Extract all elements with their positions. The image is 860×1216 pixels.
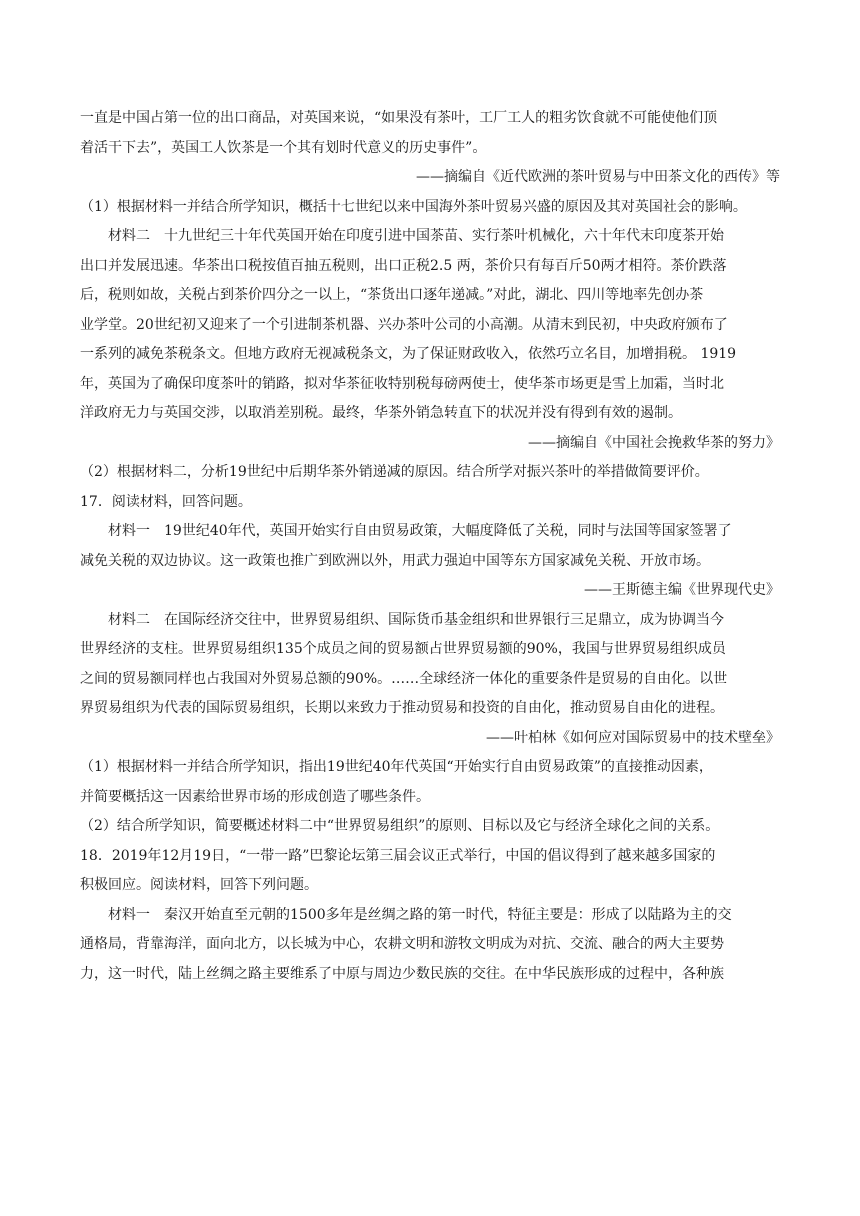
- text-line: 业学堂。20世纪初又迎来了一个引进制茶机器、兴办茶叶公司的小高潮。从清末到民初，中央政府颁布了: [80, 316, 728, 333]
- source-citation: ——摘编自《近代欧洲的茶叶贸易与中田茶文化的西传》等: [416, 169, 780, 185]
- text-line: 材料一 秦汉开始直至元朝的1500多年是丝绸之路的第一时代，特征主要是：形成了以陆路为主的交: [108, 906, 732, 923]
- text-line: 通格局，背靠海洋，面向北方，以长城为中心，农耕文明和游牧文明成为对抗、交流、融合的两大主要势: [80, 936, 724, 952]
- text-line: 并简要概括这一因素给世界市场的形成创造了哪些条件。: [80, 788, 430, 805]
- text-line: 着活干下去”，英国工人饮茶是一个其有划时代意义的历史事件”。: [80, 139, 487, 156]
- text-line: 后，税则如故，关税占到茶价四分之一以上，“茶货出口逐年递减。”对此，湖北、四川等地率先创办茶: [80, 287, 704, 303]
- text-line: 洋政府无力与英国交涉，以取消差别税。最终，华茶外销急转直下的状况并没有得到有效的遏制。: [80, 405, 682, 421]
- text-line: 一直是中国占第一位的出口商品，对英国来说，“如果没有茶叶，工厂工人的粗劣饮食就不可能使他们顶: [80, 110, 718, 126]
- text-line: 18．2019年12月19日，“一带一路”巴黎论坛第三届会议正式举行，中国的倡议得到了越来越多国家的: [80, 847, 716, 864]
- text-line: 17．阅读材料，回答问题。: [80, 493, 252, 510]
- source-citation: ——摘编自《中国社会挽救华茶的努力》: [528, 434, 780, 451]
- text-line: 减免关税的双边协议。这一政策也推广到欧洲以外，用武力强迫中国等东方国家减免关税、开放市场。: [80, 552, 710, 569]
- text-line: 力，这一时代，陆上丝绸之路主要维系了中原与周边少数民族的交往。在中华民族形成的过程中，各种族: [80, 965, 724, 982]
- text-line: （2）根据材料二，分析19世纪中后期华茶外销递减的原因。结合所学对振兴茶叶的举措做简要评价。: [80, 464, 709, 480]
- text-line: （1）根据材料一并结合所学知识，概括十七世纪以来中国海外茶叶贸易兴盛的原因及其对英国社会的影响。: [80, 198, 747, 215]
- source-citation: ——叶柏林《如何应对国际贸易中的技术壁垒》: [486, 729, 780, 746]
- text-line: 积极回应。阅读材料，回答下列问题。: [80, 877, 318, 893]
- text-line: 世界经济的支柱。世界贸易组织135个成员之间的贸易额占世界贸易额的90%，我国与世界贸易组织成员: [80, 641, 726, 657]
- text-line: 之间的贸易额同样也占我国对外贸易总额的90%。……全球经济一体化的重要条件是贸易的自由化。以世: [80, 670, 728, 687]
- text-line: 出口并发展迅速。华茶出口税按值百抽五税则，出口正税2.5 两，茶价只有每百斤50两才相符。茶价跌落: [80, 257, 727, 274]
- text-line: 材料一 19世纪40年代，英国开始实行自由贸易政策，大幅度降低了关税，同时与法国等国家签署了: [108, 523, 732, 539]
- source-citation: ——王斯德主编《世界现代史》: [584, 582, 780, 598]
- text-line: （2）结合所学知识，简要概述材料二中“世界贸易组织”的原则、目标以及它与经济全球化之间的关系。: [80, 818, 720, 834]
- text-line: 界贸易组织为代表的国际贸易组织，长期以来致力于推动贸易和投资的自由化，推动贸易自由化的进程。: [80, 700, 724, 716]
- text-line: 年，英国为了确保印度茶叶的销路，拟对华茶征收特别税每磅两使士，使华茶市场更是雪上加霜，当时北: [80, 375, 724, 392]
- text-line: 材料二 在国际经济交往中，世界贸易组织、国际货币基金组织和世界银行三足鼎立，成为协调当今: [108, 611, 724, 628]
- text-line: 材料二 十九世纪三十年代英国开始在印度引进中国茶苗、实行茶叶机械化，六十年代末印度茶开始: [108, 228, 724, 244]
- text-line: （1）根据材料一并结合所学知识，指出19世纪40年代英国“开始实行自由贸易政策”的直接推动因素，: [80, 759, 713, 775]
- text-line: 一系列的减免茶税条文。但地方政府无视减税条文，为了保证财政收入，依然巧立名目，加增捐税。 1919: [80, 346, 737, 362]
